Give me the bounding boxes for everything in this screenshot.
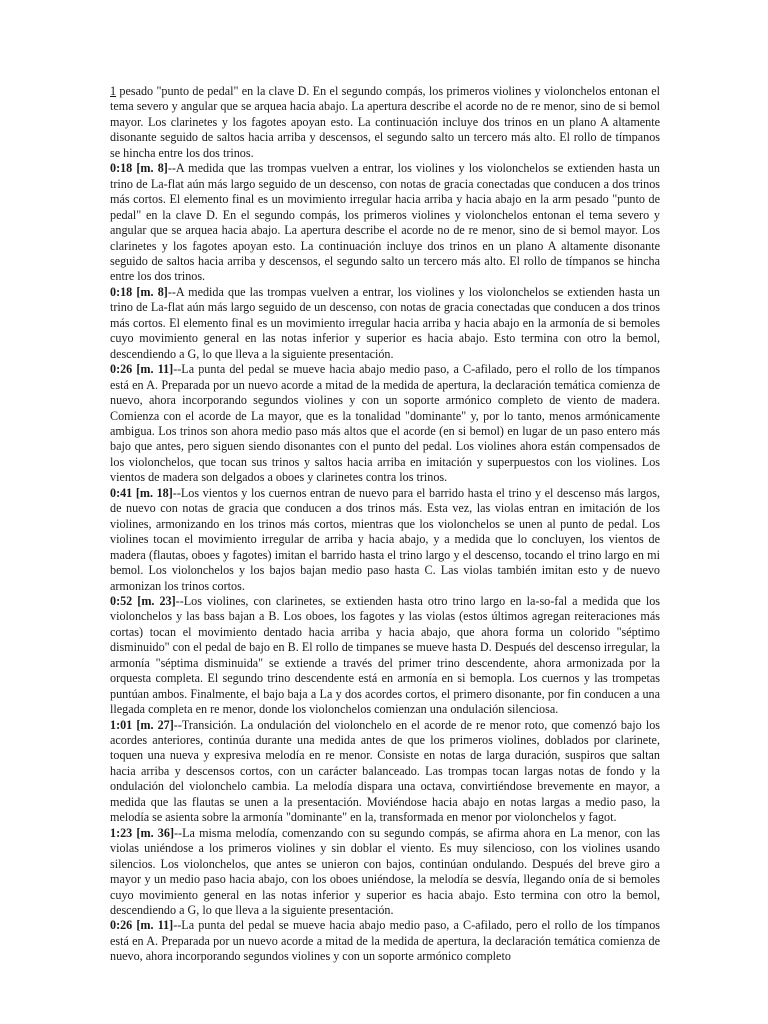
paragraph [110, 594, 660, 718]
timestamp-label: 0:26 [m. 11] [110, 362, 174, 377]
paragraph-text: --La misma melodía, comenzando con su segundo compás, se afirma ahora en La menor, con las violas uniéndose a los primeros violines y sin doblar el viento. Es muy silencioso, con los violines usando silencios. Los violonchelos, que antes se unieron con bajos, continúan ondulando. Después del breve giro a mayor y un medio paso hacia abajo, con los oboes uniéndose, la melodía se desvía, llegando onía de si bemoles cuyo movimiento general en las notas inferior y superior es hacia abajo. Esto termina con otro la bemol, descendiendo a G, lo que lleva a la siguiente presentación. [110, 825, 660, 918]
paragraph [110, 918, 660, 964]
timestamp-label: 0:18 [m. 8] [110, 284, 168, 299]
paragraph [110, 362, 660, 486]
paragraph-text: --Los vientos y los cuernos entran de nuevo para el barrido hasta el trino y el descenso más largos, de nuevo con notas de gracia que conducen a dos trinos más. Esta vez, las violas entran en imitación de los violines, armonizando en los trinos más cortos, mientras que los violonchelos se unen al punto de pedal. Los violines tocan el movimiento irregular de arriba y hacia abajo, y a medida que lo concluyen, los vientos de madera (flautas, oboes y fagotes) imitan el barrido hasta el trino largo y el descenso, tocando el trino largo en mi bemol. Los violonchelos y los bajos bajan medio paso hasta C. Las violas también imitan esto y de nuevo armonizan los trinos cortos. [110, 485, 660, 593]
paragraph-text: --La punta del pedal se mueve hacia abajo medio paso, a C-afilado, pero el rollo de los tímpanos está en A. Preparada por un nuevo acorde a mitad de la medida de apertura, la declaración temática comienza de nuevo, ahora incorporando segundos violines y con un soporte armónico completo de viento de madera. Comienza con el acorde de La mayor, que es la tonalidad "dominante" y, por lo tanto, menos armónicamente ambigua. Los trinos son ahora medio paso más altos que el acorde (en si bemol) en lugar de un paso entero más bajo que antes, pero siguen siendo disonantes con el punto del pedal. Los violines ahora están compensados de los violonchelos, que tocan sus trinos y saltos hacia arriba en imitación y superpuestos con los violines. Los vientos de madera son delgados a oboes y clarinetes contra los trinos. [110, 362, 660, 485]
timestamp-label: 1:23 [m. 36] [110, 825, 174, 840]
document-body [110, 84, 660, 965]
timestamp-label: 0:18 [m. 8] [110, 161, 168, 176]
timestamp-label: 1:01 [m. 27] [110, 717, 174, 732]
timestamp-label: 0:26 [m. 11] [110, 918, 174, 933]
paragraph [110, 718, 660, 826]
paragraph-text: --Los violines, con clarinetes, se extienden hasta otro trino largo en la-so-fal a medida que los violonchelos y las bass bajan a B. Los oboes, los fagotes y las violas (estos últimos agregan reiteraciones más cortas) tocan el movimiento dentado hacia arriba y hacia abajo, que ahora forma un colorido "séptimo disminuido" con el pedal de bajo en B. El rollo de timpanes se mueve hasta D. Después del descenso irregular, la armonía "séptima disminuida" se extiende a través del primer trino descendente, ahora armonizada por la orquesta completa. El segundo trino descendente está en armonía en si bemopla. Los cuernos y las trompetas puntúan ambos. Finalmente, el bajo baja a La y dos acordes cortos, el primero disonante, por fin conducen a una llegada completa en re menor, donde los violonchelos comienzan una ondulación silenciosa. [110, 593, 660, 717]
paragraph [110, 84, 660, 161]
paragraph-text: --A medida que las trompas vuelven a entrar, los violines y los violonchelos se extienden hasta un trino de La-flat aún más largo seguido de un descenso, con notas de gracia conectadas que conducen a dos trinos más cortos. El elemento final es un movimiento irregular hacia arriba y hacia abajo en la armonía de si bemoles cuyo movimiento general en las notas inferior y superior es hacia abajo. Esto termina con otro la bemol, descendiendo a G, lo que lleva a la siguiente presentación. [110, 284, 660, 361]
paragraph [110, 486, 660, 594]
paragraph-text: pesado "punto de pedal" en la clave D. En el segundo compás, los primeros violines y violonchelos entonan el tema severo y angular que se arquea hacia abajo. La apertura describe el acorde no de re menor, sino de si bemol mayor. Los clarinetes y los fagotes apoyan esto. La continuación incluye dos trinos en un plano A altamente disonante seguido de saltos hacia arriba y descensos, el segundo salto un tercero más alto. El rollo de tímpanos se hincha entre los dos trinos. [110, 84, 660, 160]
paragraph-text: --A medida que las trompas vuelven a entrar, los violines y los violonchelos se extienden hasta un trino de La-flat aún más largo seguido de un descenso, con notas de gracia conectadas que conducen a dos trinos más cortos. El elemento final es un movimiento irregular hacia arriba y hacia abajo en la arm pesado "punto de pedal" en la clave D. En el segundo compás, los primeros violines y violonchelos entonan el tema severo y angular que se arquea hacia abajo. La apertura describe el acorde no de re menor, sino de si bemol mayor. Los clarinetes y los fagotes apoyan esto. La continuación incluye dos trinos en un plano A altamente disonante seguido de saltos hacia arriba y descensos, el segundo salto un tercero más alto. El rollo de tímpanos se hincha entre los dos trinos. [110, 161, 660, 284]
timestamp-label: 0:41 [m. 18] [110, 485, 173, 500]
paragraph [110, 826, 660, 919]
footnote-number-link[interactable]: 1 [110, 84, 117, 98]
paragraph-text: --La punta del pedal se mueve hacia abajo medio paso, a C-afilado, pero el rollo de los tímpanos está en A. Preparada por un nuevo acorde a mitad de la medida de apertura, la declaración temática comienza de nuevo, ahora incorporando segundos violines y con un soporte armónico completo [110, 918, 660, 964]
paragraph [110, 161, 660, 285]
paragraph [110, 285, 660, 362]
paragraph-text: --Transición. La ondulación del violonchelo en el acorde de re menor roto, que comenzó bajo los acordes anteriores, continúa durante una medida antes de que los primeros violines, doblados por clarinete, toquen una nueva y expresiva melodía en re menor. Consiste en notas de larga duración, suspiros que saltan hacia arriba y descensos cortos, con un carácter balanceado. Las trompas tocan largas notas de fondo y la ondulación del violonchelo cambia. La melodía dispara una octava, convirtiéndose brevemente en mayor, a medida que las flautas se unen a la presentación. Moviéndose hacia abajo en notas largas a medio paso, la melodía se asienta sobre la armonía "dominante" en la, transformada en menor por violonchelos y fagot. [110, 717, 660, 825]
timestamp-label: 0:52 [m. 23] [110, 593, 176, 608]
